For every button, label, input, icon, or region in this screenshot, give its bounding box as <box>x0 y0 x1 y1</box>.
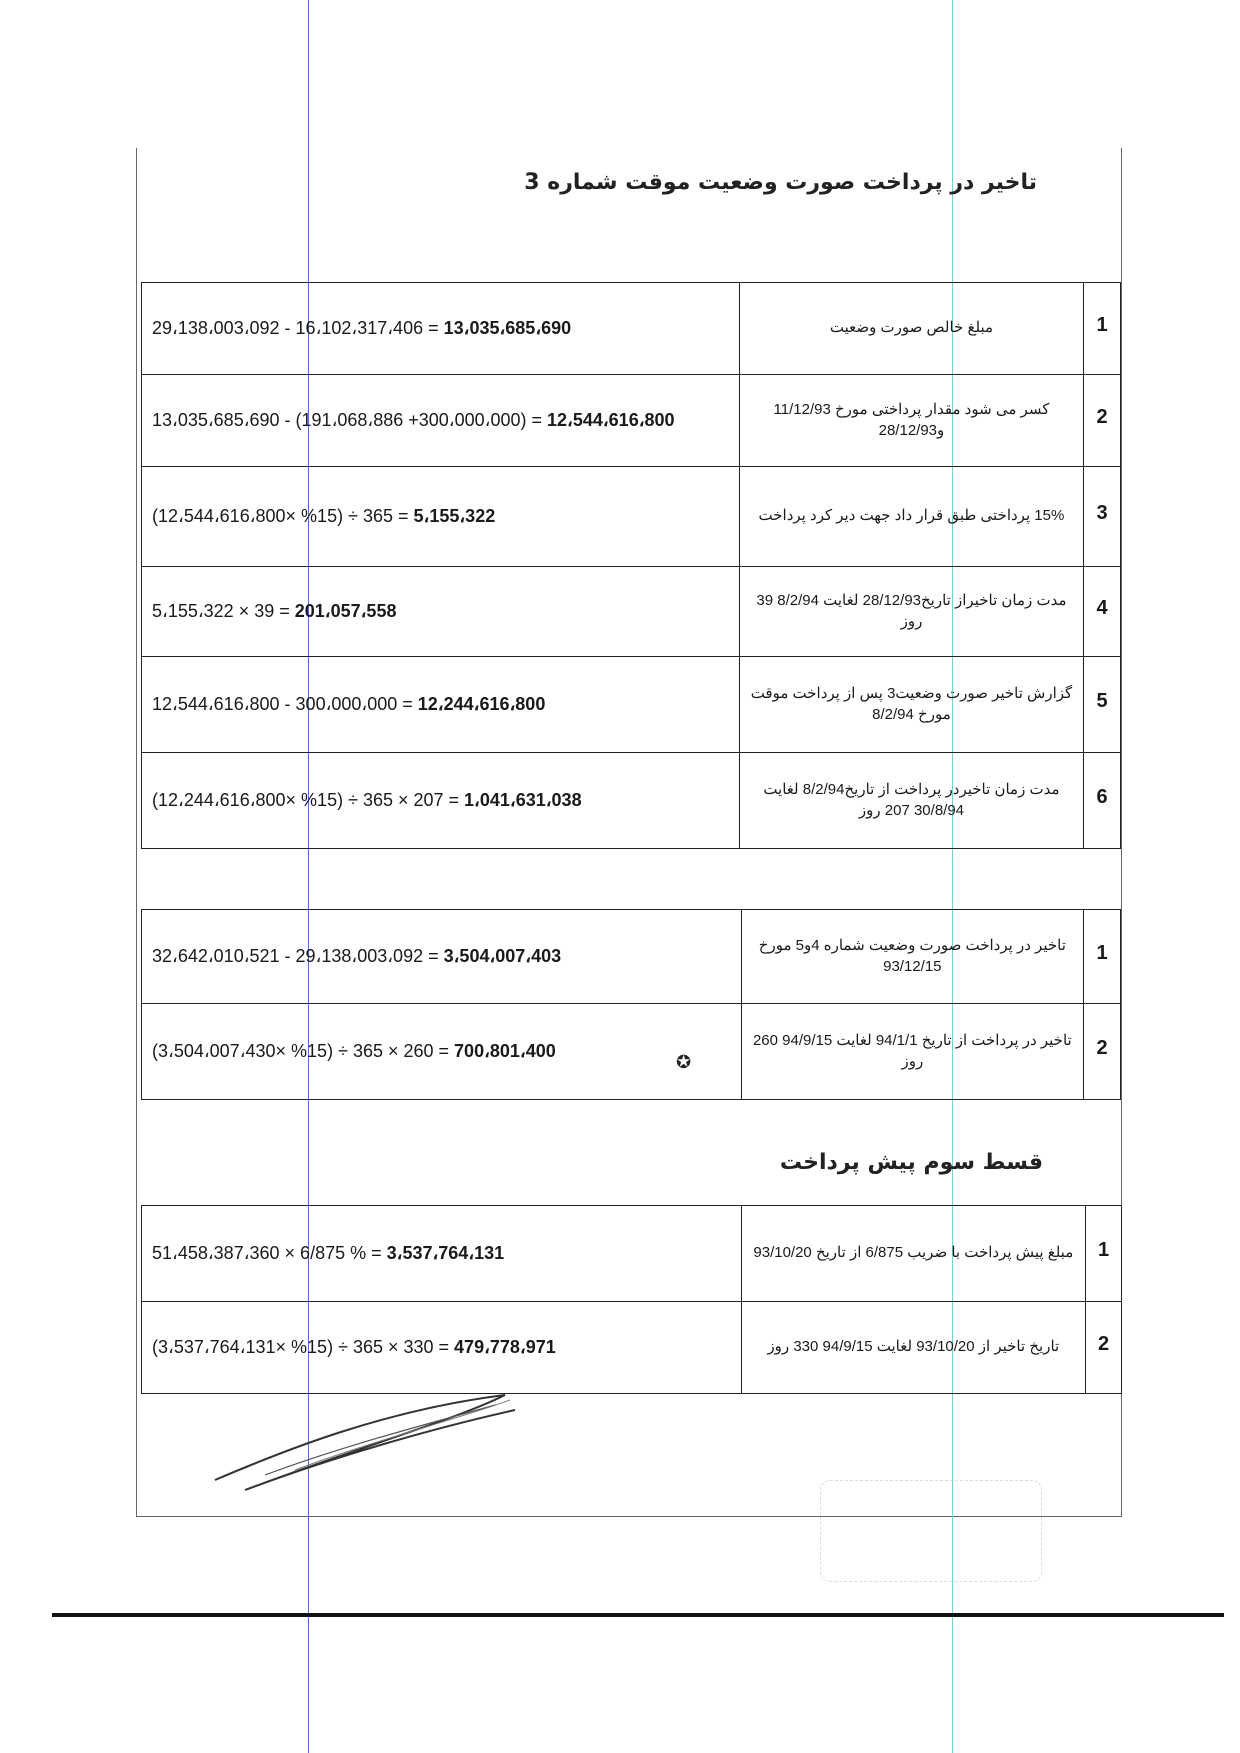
formula-text: (12،244،616،800× %15) ÷ 365 × 207 = <box>152 790 465 810</box>
formula-result: 1،041،631،038 <box>464 790 582 810</box>
row-number: 2 <box>1084 375 1121 467</box>
formula-text: 29،138،003،092 - 16،102،317،406 = <box>152 318 444 338</box>
description-cell: تاخیر در پرداخت صورت وضعیت شماره 4و5 مورخ 93/12/15 <box>741 910 1083 1004</box>
description-cell: مبلغ خالص صورت وضعیت <box>739 283 1083 375</box>
formula-cell <box>142 567 740 657</box>
signature-icon <box>205 1390 525 1500</box>
table-row <box>142 467 1121 567</box>
table-row <box>142 1302 1122 1394</box>
formula-text: (3،537،764،131× %15) ÷ 365 × 330 = <box>152 1337 455 1357</box>
description-cell: گزارش تاخیر صورت وضعیت3 پس از پرداخت موقت مورخ 8/2/94 <box>739 657 1083 753</box>
formula-result: 479،778،971 <box>454 1337 556 1357</box>
formula-result: 12،244،616،800 <box>417 694 546 714</box>
formula-result: 12،544،616،800 <box>547 410 675 430</box>
section1-table <box>141 282 1121 849</box>
formula-result: 201،057،558 <box>294 601 397 621</box>
section2-table <box>141 909 1121 1100</box>
table-row <box>142 283 1121 375</box>
table-row <box>142 1206 1122 1302</box>
formula-result: 5،155،322 <box>413 506 496 526</box>
formula-text: 12،544،616،800 - 300،000،000 = <box>152 694 418 714</box>
formula-cell <box>142 1004 742 1100</box>
formula-cell <box>142 1206 742 1302</box>
row-number: 6 <box>1084 753 1121 849</box>
description-cell: مبلغ پیش پرداخت با ضریب 6/875 از تاریخ 93/10/20 <box>741 1206 1085 1302</box>
formula-cell <box>142 753 740 849</box>
recycle-mark-icon: ✪ <box>676 1052 692 1073</box>
formula-result: 3،537،764،131 <box>386 1243 505 1263</box>
formula-text: (12،544،616،800× %15) ÷ 365 = <box>152 506 414 526</box>
formula-cell <box>142 283 740 375</box>
description-cell: مدت زمان تاخیراز تاریخ28/12/93 لغایت 8/2/94 39 روز <box>739 567 1083 657</box>
table-row <box>142 753 1121 849</box>
formula-cell <box>142 1302 742 1394</box>
row-number: 1 <box>1086 1206 1122 1302</box>
row-number: 5 <box>1084 657 1121 753</box>
formula-text: 32،642،010،521 - 29،138،003،092 = <box>152 946 444 966</box>
formula-cell <box>142 375 740 467</box>
description-cell: 15% پرداختی طبق قرار داد جهت دیر کرد پرداخت <box>739 467 1083 567</box>
row-number: 1 <box>1084 910 1121 1004</box>
description-cell: تاخیر در پرداخت از تاریخ 94/1/1 لغایت 94/9/15 260 روز <box>741 1004 1083 1100</box>
table-row <box>142 657 1121 753</box>
table-row <box>142 567 1121 657</box>
row-number: 3 <box>1084 467 1121 567</box>
description-cell: تاریخ تاخیر از 93/10/20 لغایت 94/9/15 330 روز <box>741 1302 1085 1394</box>
row-number: 2 <box>1084 1004 1121 1100</box>
description-cell: مدت زمان تاخیردر پرداخت از تاریخ8/2/94 لغایت 30/8/94 207 روز <box>739 753 1083 849</box>
table-row <box>142 375 1121 467</box>
formula-result: 700،801،400 <box>454 1041 556 1061</box>
section1-title: تاخیر در پرداخت صورت وضعیت موقت شماره 3 <box>524 170 1037 195</box>
formula-cell <box>142 657 740 753</box>
table-row <box>142 910 1121 1004</box>
footer-rule <box>52 1613 1224 1617</box>
formula-text: (3،504،007،430× %15) ÷ 365 × 260 = <box>152 1041 455 1061</box>
formula-result: 3،504،007،403 <box>443 946 562 966</box>
formula-text: 5،155،322 × 39 = <box>152 601 295 621</box>
section3-title: قسط سوم پیش پرداخت <box>779 1150 1043 1175</box>
formula-result: 13،035،685،690 <box>443 318 572 338</box>
formula-cell <box>142 910 742 1004</box>
stamp-icon <box>820 1480 1042 1582</box>
row-number: 2 <box>1086 1302 1122 1394</box>
section3-table <box>141 1205 1122 1394</box>
description-cell: کسر می شود مقدار پرداختی مورخ 11/12/93 و28/12/93 <box>739 375 1083 467</box>
row-number: 1 <box>1084 283 1121 375</box>
formula-text: 51،458،387،360 × 6/875 % = <box>152 1243 387 1263</box>
formula-text: 13،035،685،690 - (191،068،886 +300،000،000) = <box>152 410 547 430</box>
formula-cell <box>142 467 740 567</box>
row-number: 4 <box>1084 567 1121 657</box>
table-row <box>142 1004 1121 1100</box>
